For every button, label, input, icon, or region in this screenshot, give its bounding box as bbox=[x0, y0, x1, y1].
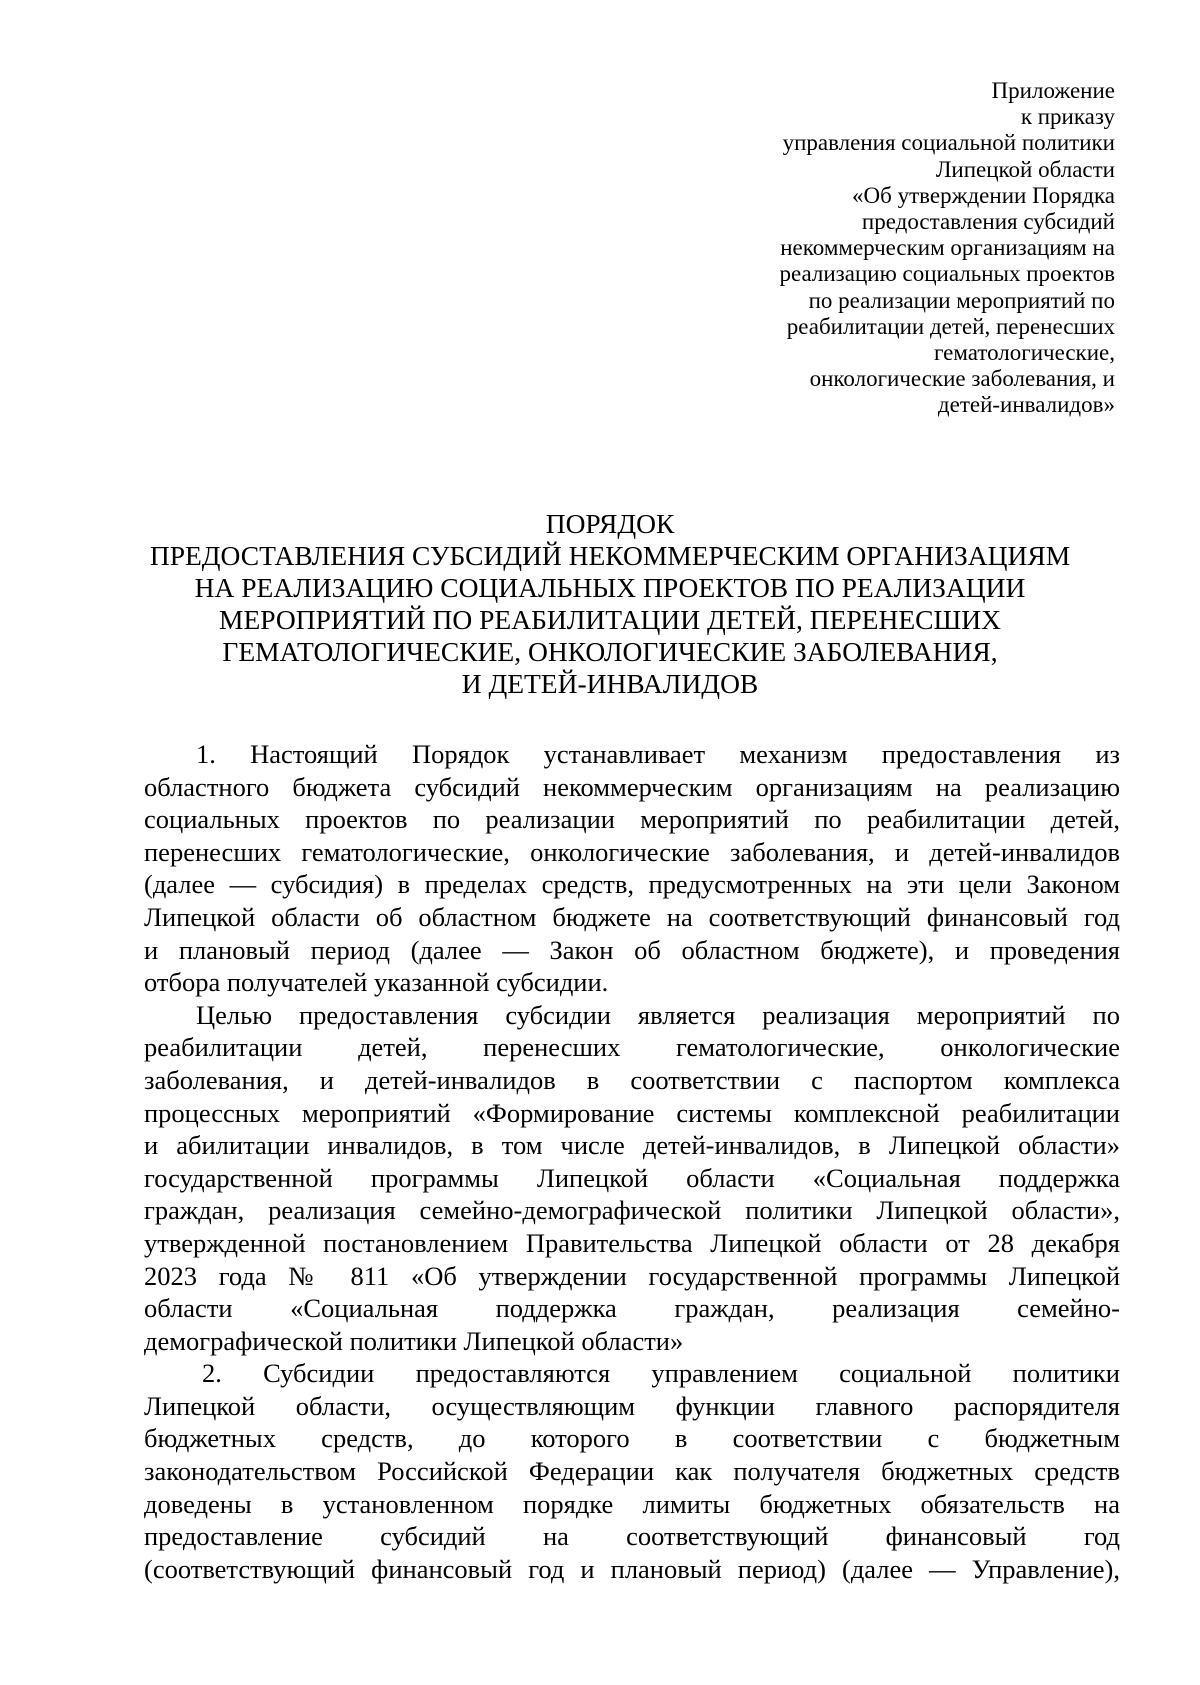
annex-line: детей-инвалидов» bbox=[937, 392, 1115, 418]
body-line: 1. Настоящий Порядок устанавливает механизм предоставления из bbox=[196, 739, 1120, 769]
body-line: 2. Субсидии предоставляются управлением социальной политики bbox=[202, 1358, 1120, 1389]
annex-line: онкологические заболевания, и bbox=[809, 366, 1115, 392]
paragraph-1 bbox=[144, 738, 1120, 999]
annex-line: некоммерческим организациям на bbox=[780, 235, 1115, 261]
annex-line: «Об утверждении Порядка bbox=[852, 182, 1115, 208]
title-line: МЕРОПРИЯТИЙ ПО РЕАБИЛИТАЦИИ ДЕТЕЙ, ПЕРЕНЕСШИХ bbox=[219, 604, 1001, 635]
annex-line: предоставления субсидий bbox=[861, 209, 1115, 235]
body-line: доведены в установленном порядке лимиты бюджетных обязательств на bbox=[144, 1488, 1120, 1519]
body-line: Целью предоставления субсидии является реализация мероприятий по bbox=[196, 999, 1120, 1030]
body-line: утвержденной постановлением Правительства Липецкой области от 28 декабря bbox=[144, 1227, 1120, 1258]
body-line: бюджетных средств, до которого в соответствии с бюджетным bbox=[144, 1423, 1120, 1454]
annex-line: к приказу bbox=[1020, 104, 1115, 130]
title-line: НА РЕАЛИЗАЦИЮ СОЦИАЛЬНЫХ ПРОЕКТОВ ПО РЕАЛИЗАЦИИ bbox=[194, 572, 1026, 603]
body-line: и абилитации инвалидов, в том числе детей-инвалидов, в Липецкой области» bbox=[144, 1130, 1120, 1161]
annex-line: реабилитации детей, перенесших bbox=[786, 313, 1115, 339]
body-line: и плановый период (далее — Закон об областном бюджете), и проведения bbox=[144, 934, 1120, 965]
document-body bbox=[144, 738, 1120, 1585]
paragraph-2 bbox=[144, 999, 1120, 1358]
body-line: процессных мероприятий «Формирование системы комплексной реабилитации bbox=[144, 1097, 1120, 1128]
body-line: реабилитации детей, перенесших гематологические, онкологические bbox=[144, 1032, 1120, 1063]
body-line: государственной программы Липецкой области «Социальная поддержка bbox=[144, 1162, 1120, 1193]
body-line: (соответствующий финансовый год и плановый период) (далее — Управление), bbox=[144, 1553, 1120, 1584]
body-line: (далее — субсидия) в пределах средств, предусмотренных на эти цели Законом bbox=[144, 869, 1120, 900]
annex-line: Приложение bbox=[991, 78, 1115, 103]
title-line: И ДЕТЕЙ-ИНВАЛИДОВ bbox=[461, 668, 759, 699]
body-line: Липецкой области об областном бюджете на соответствующий финансовый год bbox=[144, 901, 1120, 932]
document-title bbox=[120, 508, 1100, 700]
title-line: ГЕМАТОЛОГИЧЕСКИЕ, ОНКОЛОГИЧЕСКИЕ ЗАБОЛЕВАНИЯ, bbox=[222, 636, 998, 667]
body-line: Липецкой области, осуществляющим функции главного распорядителя bbox=[144, 1390, 1120, 1421]
annex-line: реализацию социальных проектов bbox=[779, 261, 1115, 287]
body-line: перенесших гематологические, онкологические заболевания, и детей-инвалидов bbox=[144, 836, 1120, 867]
body-line: социальных проектов по реализации мероприятий по реабилитации детей, bbox=[144, 804, 1120, 835]
title-line: ПРЕДОСТАВЛЕНИЯ СУБСИДИЙ НЕКОММЕРЧЕСКИМ ОРГАНИЗАЦИЯМ bbox=[149, 540, 1071, 571]
paragraph-3 bbox=[144, 1357, 1120, 1585]
annex-header bbox=[695, 78, 1115, 419]
body-line: граждан, реализация семейно-демографической политики Липецкой области», bbox=[144, 1195, 1120, 1226]
annex-line: Липецкой области bbox=[935, 156, 1115, 182]
body-line: предоставление субсидий на соответствующий финансовый год bbox=[144, 1521, 1120, 1552]
body-line: заболевания, и детей-инвалидов в соответствии с паспортом комплекса bbox=[144, 1064, 1120, 1095]
title-line: ПОРЯДОК bbox=[545, 508, 675, 539]
annex-line: управления социальной политики bbox=[782, 130, 1115, 156]
body-line: демографической политики Липецкой области» bbox=[144, 1325, 684, 1356]
body-line: областного бюджета субсидий некоммерческим организациям на реализацию bbox=[144, 771, 1120, 802]
annex-line: гематологические, bbox=[933, 340, 1115, 366]
body-line: области «Социальная поддержка граждан, реализация семейно- bbox=[144, 1293, 1120, 1324]
body-line: отбора получателей указанной субсидии. bbox=[144, 967, 609, 998]
annex-line: по реализации мероприятий по bbox=[808, 287, 1115, 313]
body-line: 2023 года № 811 «Об утверждении государственной программы Липецкой bbox=[144, 1260, 1120, 1291]
body-line: законодательством Российской Федерации как получателя бюджетных средств bbox=[144, 1456, 1120, 1487]
